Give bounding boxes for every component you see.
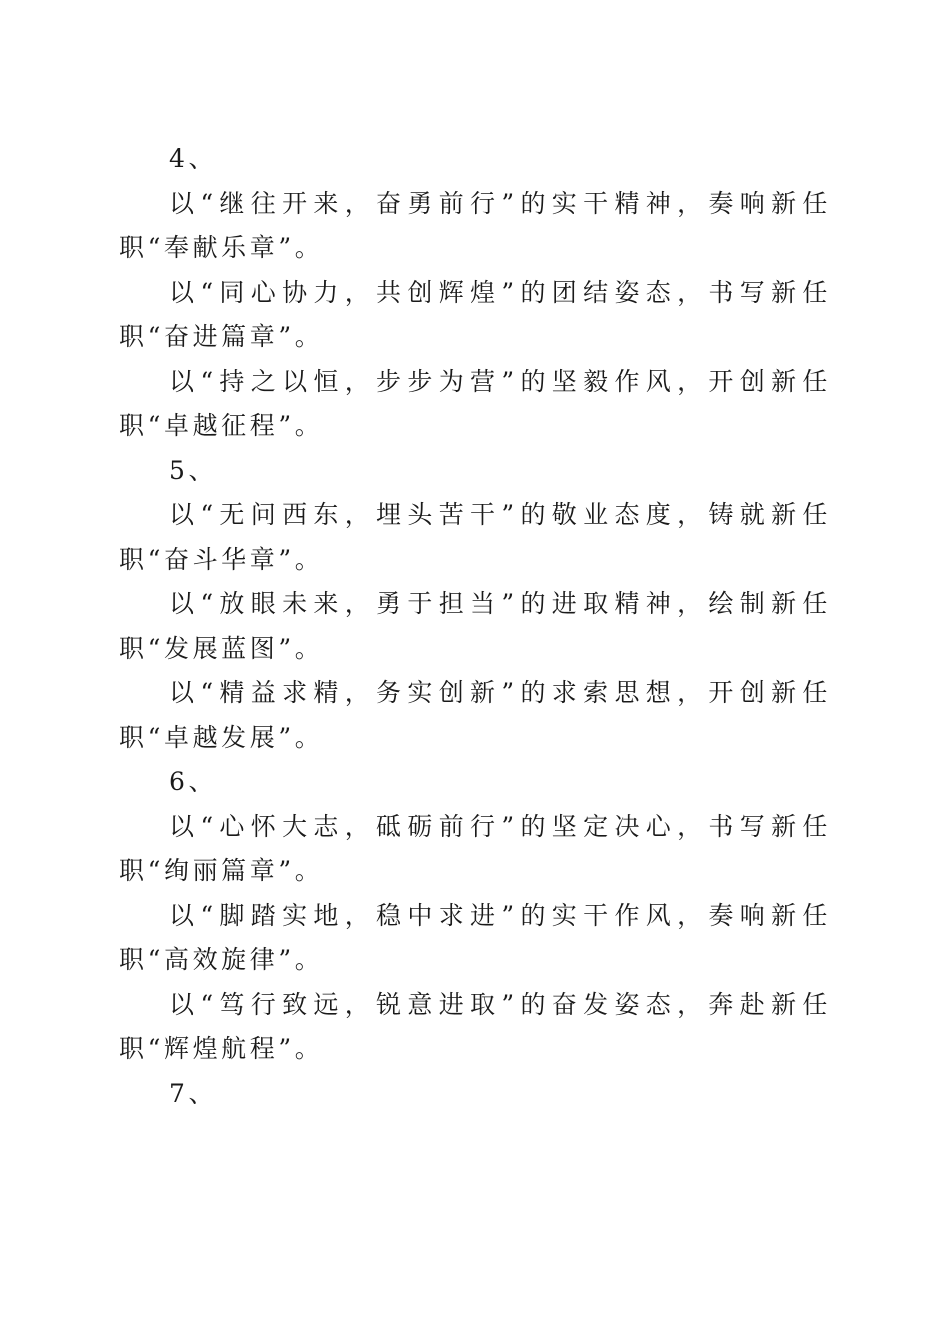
document-body bbox=[119, 137, 831, 1116]
paragraph-4-1: 以“继往开来，奋勇前行”的实干精神，奏响新任职“奉献乐章”。 bbox=[119, 188, 831, 262]
section-number-6: 6、 bbox=[169, 767, 218, 796]
section-number-5: 5、 bbox=[169, 455, 218, 485]
paragraph-4-2: 以“同心协力，共创辉煌”的团结姿态，书写新任职“奋进篇章”。 bbox=[119, 277, 831, 351]
paragraph-6-3: 以“笃行致远，锐意进取”的奋发姿态，奔赴新任职“辉煌航程”。 bbox=[119, 989, 831, 1063]
section-number-4: 4、 bbox=[169, 144, 218, 173]
paragraph-4-3: 以“持之以恒，步步为营”的坚毅作风，开创新任职“卓越征程”。 bbox=[119, 366, 831, 440]
paragraph-6-1: 以“心怀大志，砥砺前行”的坚定决心，书写新任职“绚丽篇章”。 bbox=[119, 811, 831, 885]
paragraph-5-3: 以“精益求精，务实创新”的求索思想，开创新任职“卓越发展”。 bbox=[119, 678, 831, 752]
paragraph-6-2: 以“脚踏实地，稳中求进”的实干作风，奏响新任职“高效旋律”。 bbox=[119, 900, 831, 974]
section-number-7: 7、 bbox=[169, 1078, 218, 1108]
paragraph-5-1: 以“无问西东，埋头苦干”的敬业态度，铸就新任职“奋斗华章”。 bbox=[119, 500, 831, 574]
paragraph-5-2: 以“放眼未来，勇于担当”的进取精神，绘制新任职“发展蓝图”。 bbox=[119, 589, 831, 663]
